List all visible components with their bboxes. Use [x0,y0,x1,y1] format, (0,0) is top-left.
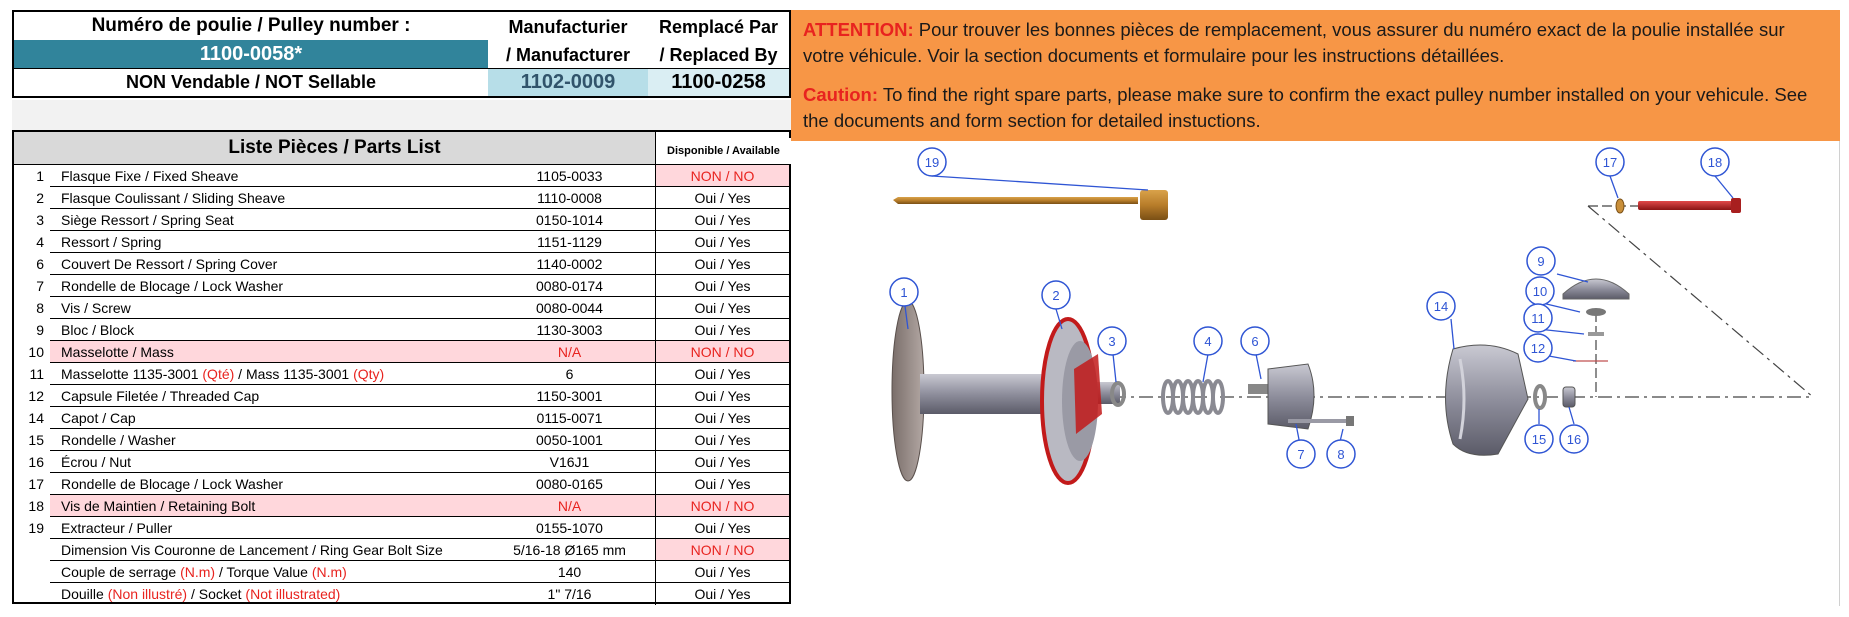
table-row [14,187,789,209]
row-description: Masselotte / Mass [50,341,484,363]
row-unit-note: (Qté) [202,366,235,382]
svg-text:17: 17 [1602,155,1618,170]
row-number: 2 [36,190,44,206]
table-row [14,451,789,473]
table-row [14,385,789,407]
svg-text:6: 6 [1251,334,1259,349]
row-availability: Oui / Yes [656,319,789,341]
svg-text:16: 16 [1566,432,1582,447]
row-part-number: 1140-0002 [484,253,656,275]
row-description: Extracteur / Puller [50,517,484,539]
washer-part [1535,386,1545,408]
notice-fr-keyword: ATTENTION: [803,19,914,40]
callout-11 [1524,304,1552,332]
parts-list-rows [14,164,789,605]
row-description [50,561,484,583]
row-availability: NON / NO [656,165,789,187]
table-row [14,253,789,275]
callout-6 [1241,327,1269,355]
table-row [14,341,789,363]
row-description [50,583,484,605]
row-part-number: 1150-3001 [484,385,656,407]
row-part-number: 5/16-18 Ø165 mm [484,539,656,561]
row-part-number: 0080-0044 [484,297,656,319]
svg-text:8: 8 [1337,447,1345,462]
replaced-by-header [648,10,791,68]
row-description: Rondelle de Blocage / Lock Washer [50,473,484,495]
row-unit-note: (Qty) [353,366,385,382]
callout-15 [1525,425,1553,453]
row-number: 17 [28,476,44,492]
notice-english [803,82,1830,133]
nut-part [1563,387,1575,407]
row-description: Rondelle / Washer [50,429,484,451]
svg-text:12: 12 [1530,341,1546,356]
row-part-number: 1130-3003 [484,319,656,341]
row-number: 16 [28,454,44,470]
row-unit-note: (Non illustré) [107,586,188,602]
row-number: 3 [36,212,44,228]
pulley-number-value: 1100-0058* [12,40,488,68]
manufacturer-label-fr: Manufacturier [508,17,628,37]
table-row [14,517,789,539]
sellable-status: NON Vendable / NOT Sellable [12,68,488,98]
row-description-part: Masselotte 1135-3001 [61,366,203,382]
row-part-number: V16J1 [484,451,656,473]
row-part-number: 1105-0033 [484,165,656,187]
row-description: Capsule Filetée / Threaded Cap [50,385,484,407]
table-row [14,297,789,319]
row-description-part: Douille [61,586,108,602]
table-row [14,473,789,495]
row-description: Flasque Fixe / Fixed Sheave [50,165,484,187]
attention-notice [791,10,1840,141]
svg-text:14: 14 [1433,299,1449,314]
row-description: Rondelle de Blocage / Lock Washer [50,275,484,297]
spacer-band [12,100,791,130]
row-part-number: 1110-0008 [484,187,656,209]
callout-10 [1526,277,1554,305]
row-number: 11 [29,366,44,382]
callout-16 [1560,425,1588,453]
row-availability: Oui / Yes [656,187,789,209]
row-availability: Oui / Yes [656,517,789,539]
row-part-number: 0080-0174 [484,275,656,297]
row-part-number: 0080-0165 [484,473,656,495]
table-row [14,231,789,253]
svg-text:3: 3 [1108,334,1116,349]
table-row [14,319,789,341]
table-row [14,561,789,583]
row-availability: NON / NO [656,539,789,561]
manufacturer-header [488,10,648,68]
row-number: 12 [28,388,44,404]
row-number: 6 [36,256,44,272]
row-part-number: 140 [484,561,656,583]
svg-text:7: 7 [1297,447,1305,462]
row-description: Flasque Coulissant / Sliding Sheave [50,187,484,209]
parts-list-title: Liste Pièces / Parts List [14,132,656,164]
row-availability: Oui / Yes [656,275,789,297]
row-part-number: 0050-1001 [484,429,656,451]
table-row [14,583,789,605]
callout-3 [1098,327,1126,355]
row-part-number: 6 [484,363,656,385]
cap-part [1446,345,1529,455]
table-row [14,363,789,385]
row-availability: Oui / Yes [656,407,789,429]
row-number: 19 [28,520,44,536]
notice-en-text: To find the right spare parts, please make sure to confirm the exact pulley number installed on your vehicule. See the documents and form section for detailed instuctions. [803,84,1808,131]
table-row [14,429,789,451]
row-description: Ressort / Spring [50,231,484,253]
row-availability: Oui / Yes [656,253,789,275]
table-row [14,495,789,517]
row-unit-note: (N.m) [311,564,347,580]
row-availability: Oui / Yes [656,209,789,231]
row-availability: NON / NO [656,341,789,363]
row-number: 7 [36,278,44,294]
row-part-number: 1" 7/16 [484,583,656,605]
callout-14 [1427,292,1455,320]
row-number: 15 [28,432,44,448]
manufacturer-label-en: / Manufacturer [505,45,631,65]
spring-part [1163,381,1223,413]
row-number: 14 [28,410,44,426]
row-description: Bloc / Block [50,319,484,341]
notice-french [803,17,1830,68]
replaced-label-fr: Remplacé Par [658,17,779,37]
svg-text:9: 9 [1537,254,1545,269]
callout-8 [1327,440,1355,468]
callout-4 [1194,327,1222,355]
callout-2 [1042,281,1070,309]
row-availability: NON / NO [656,495,789,517]
row-unit-note: (Not illustrated) [245,586,341,602]
row-availability: Oui / Yes [656,451,789,473]
row-description-part: Couple de serrage [61,564,181,580]
puller-part [893,190,1168,220]
row-availability: Oui / Yes [656,429,789,451]
pulley-number-label: Numéro de poulie / Pulley number : [12,10,488,40]
row-description: Dimension Vis Couronne de Lancement / Ring Gear Bolt Size [50,539,484,561]
row-availability: Oui / Yes [656,473,789,495]
row-unit-note: (N.m) [180,564,216,580]
svg-text:18: 18 [1707,155,1723,170]
table-row [14,165,789,187]
row-part-number: N/A [484,495,656,517]
callout-12 [1524,334,1552,362]
callout-7 [1287,440,1315,468]
row-number: 18 [28,498,44,514]
sliding-sheave-part [1042,319,1102,483]
row-part-number: 0150-1014 [484,209,656,231]
row-description: Vis de Maintien / Retaining Bolt [50,495,484,517]
row-number: 8 [36,300,44,316]
row-availability: Oui / Yes [694,586,751,602]
row-description: Capot / Cap [50,407,484,429]
row-availability: Oui / Yes [656,385,789,407]
svg-text:4: 4 [1204,334,1212,349]
table-row [14,209,789,231]
row-availability: Oui / Yes [656,561,789,583]
svg-text:19: 19 [924,155,940,170]
guide-line-diagonal [1588,206,1813,397]
parts-list-table [12,130,791,604]
row-part-number: 0155-1070 [484,517,656,539]
svg-text:10: 10 [1532,284,1548,299]
notice-en-keyword: Caution: [803,84,879,105]
row-description: Vis / Screw [50,297,484,319]
row-part-number: 0115-0071 [484,407,656,429]
row-description-part: / Torque Value [215,564,312,580]
table-row [14,539,789,561]
row-number: 4 [36,234,44,250]
callout-17 [1596,148,1624,176]
row-description: Écrou / Nut [50,451,484,473]
row-availability: Oui / Yes [656,297,789,319]
row-description: Couvert De Ressort / Spring Cover [50,253,484,275]
svg-text:1: 1 [900,285,908,300]
available-column-header: Disponible / Available [656,138,791,164]
table-row [14,275,789,297]
row-description-part: / Socket [187,586,246,602]
callout-18 [1701,148,1729,176]
row-availability: Oui / Yes [656,231,789,253]
row-part-number: N/A [484,341,656,363]
row-description [50,363,484,385]
svg-text:15: 15 [1531,432,1547,447]
row-number: 10 [28,344,44,360]
notice-fr-text: Pour trouver les bonnes pièces de remplacement, vous assurer du numéro exact de la poulie installée sur votre véhicule. Voir la section documents et formulaire pour les instructions détaillées. [803,19,1785,66]
callout-9 [1527,247,1555,275]
svg-text:2: 2 [1052,288,1060,303]
row-number: 9 [36,322,44,338]
table-row [14,407,789,429]
replaced-label-en: / Replaced By [659,45,778,65]
callout-1 [890,278,918,306]
callout-19 [918,148,946,176]
svg-text:11: 11 [1531,311,1545,326]
replaced-by-value: 1100-0258 [648,68,791,98]
row-availability: Oui / Yes [656,363,789,385]
row-part-number: 1151-1129 [484,231,656,253]
manufacturer-value: 1102-0009 [488,68,648,98]
row-description-part: / Mass 1135-3001 [234,366,354,382]
row-description: Siège Ressort / Spring Seat [50,209,484,231]
exploded-parts-diagram [800,146,1835,571]
row-number: 1 [36,168,44,184]
